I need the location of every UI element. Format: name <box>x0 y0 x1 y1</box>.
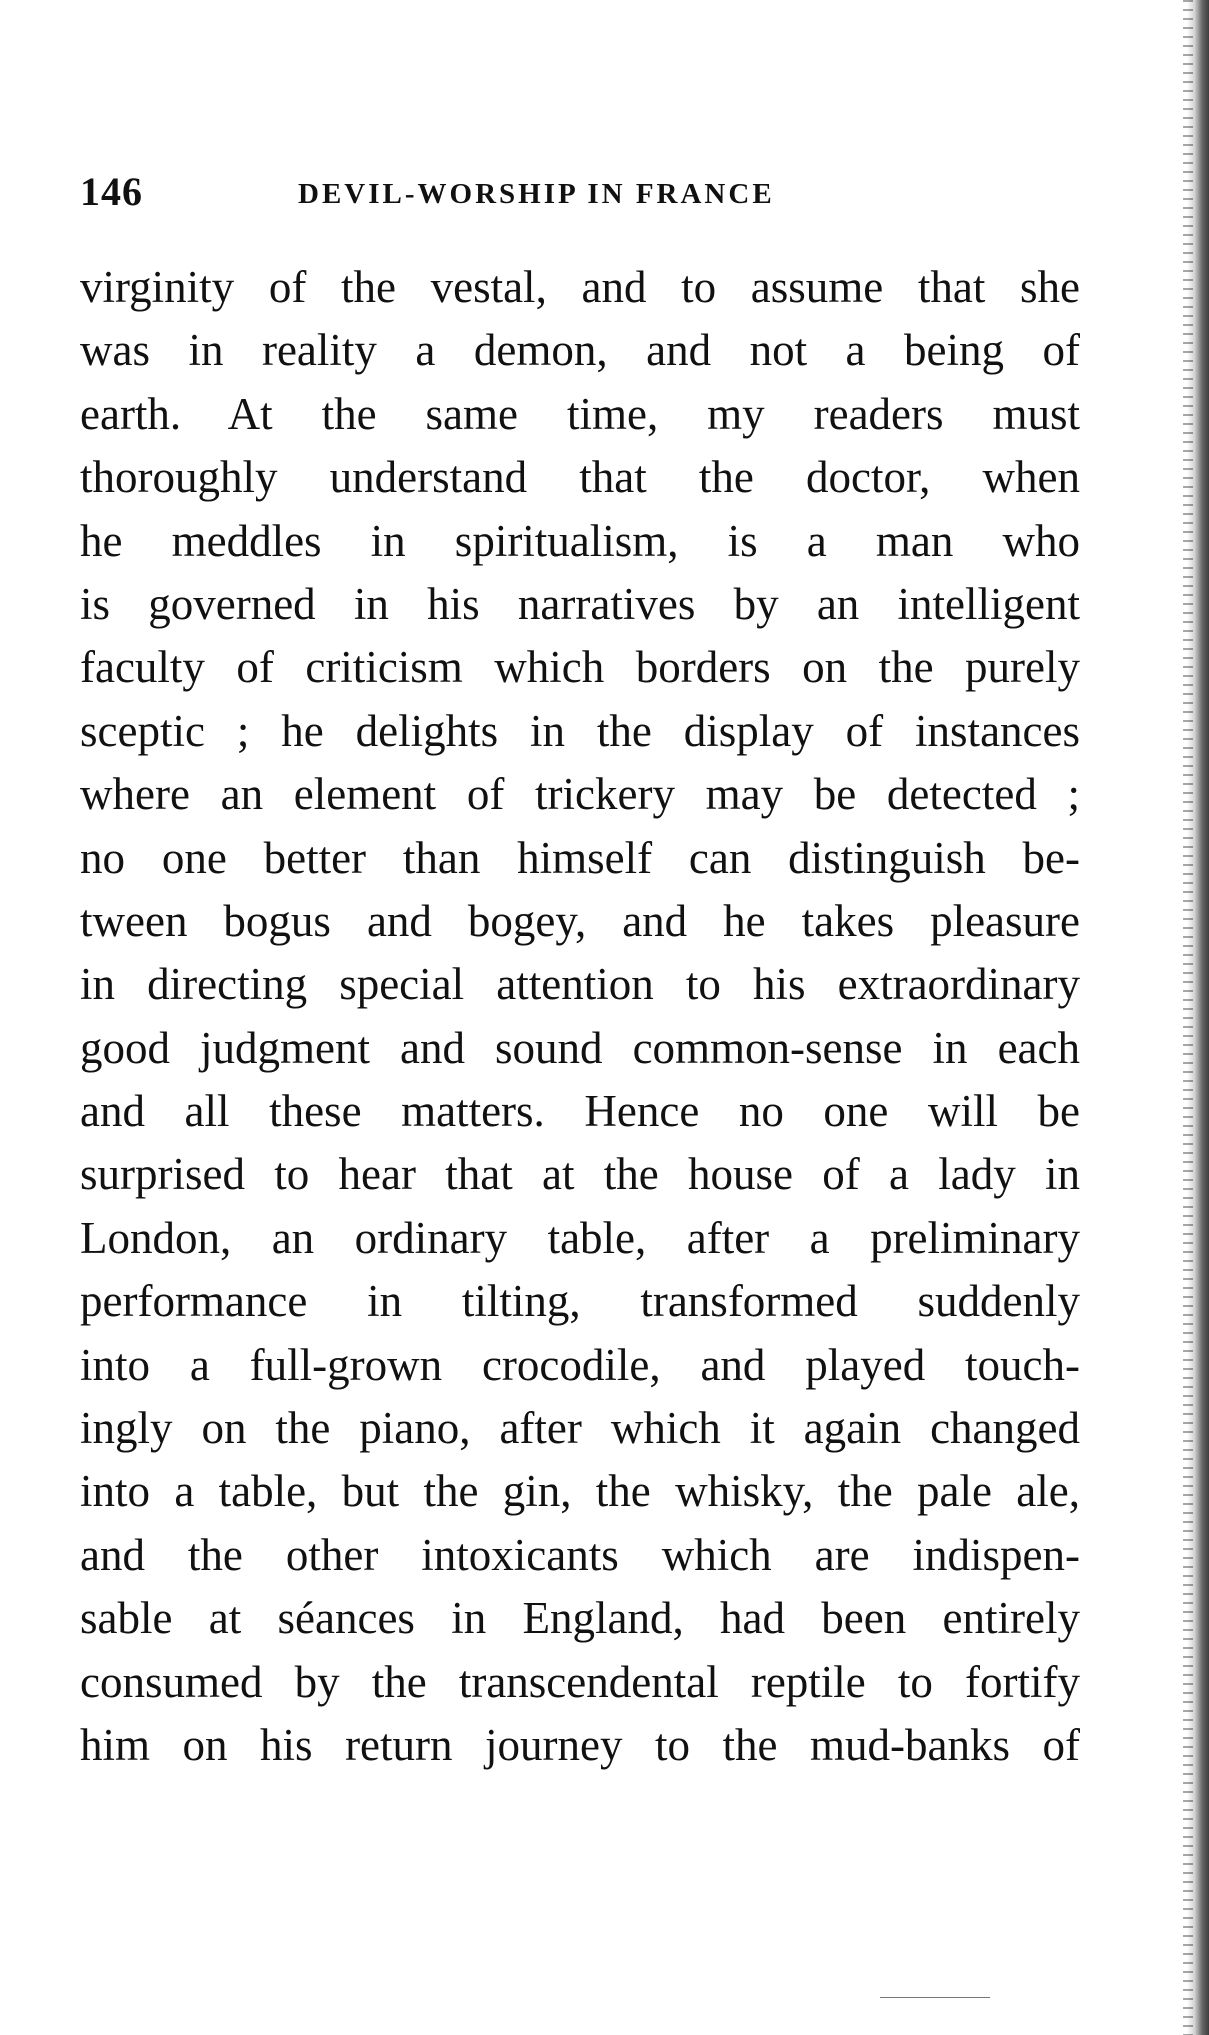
text-line: earth. At the same time, my readers must <box>80 388 1080 439</box>
text-line: was in reality a demon, and not a being of <box>80 325 1080 376</box>
text-line: in directing special attention to his extraordinary <box>80 959 1080 1010</box>
text-line: sceptic ; he delights in the display of instances <box>80 705 1080 756</box>
text-line: no one better than himself can distinguish be- <box>80 832 1080 883</box>
text-line: surprised to hear that at the house of a lady in <box>80 1149 1080 1200</box>
text-line: consumed by the transcendental reptile to fortify <box>80 1656 1080 1707</box>
text-line: he meddles in spiritualism, is a man who <box>80 515 1080 566</box>
body-text <box>80 256 1080 1777</box>
page-edge-texture <box>1183 0 1193 2035</box>
text-line: him on his return journey to the mud-banks of <box>80 1719 1080 1770</box>
bottom-rule-divider <box>880 1997 990 1998</box>
text-line: performance in tilting, transformed suddenly <box>80 1276 1080 1327</box>
text-line: ingly on the piano, after which it again changed <box>80 1403 1080 1454</box>
text-line: where an element of trickery may be detected ; <box>80 769 1080 820</box>
running-head: DEVIL-WORSHIP IN FRANCE <box>298 178 775 210</box>
text-line: London, an ordinary table, after a preliminary <box>80 1212 1080 1263</box>
page-header <box>80 168 1080 228</box>
text-line: thoroughly understand that the doctor, when <box>80 452 1080 503</box>
text-line: is governed in his narratives by an intelligent <box>80 578 1080 629</box>
text-line: virginity of the vestal, and to assume that she <box>80 262 1080 312</box>
text-line: into a table, but the gin, the whisky, the pale ale, <box>80 1466 1080 1517</box>
page-number: 146 <box>80 169 143 214</box>
text-line: sable at séances in England, had been entirely <box>80 1593 1080 1644</box>
text-line: and the other intoxicants which are indispen- <box>80 1529 1080 1580</box>
text-line: tween bogus and bogey, and he takes pleasure <box>80 895 1080 946</box>
text-line: good judgment and sound common-sense in each <box>80 1022 1080 1073</box>
text-line: and all these matters. Hence no one will be <box>80 1086 1080 1137</box>
text-line: faculty of criticism which borders on the purely <box>80 642 1080 693</box>
text-line: into a full-grown crocodile, and played touch- <box>80 1339 1080 1390</box>
